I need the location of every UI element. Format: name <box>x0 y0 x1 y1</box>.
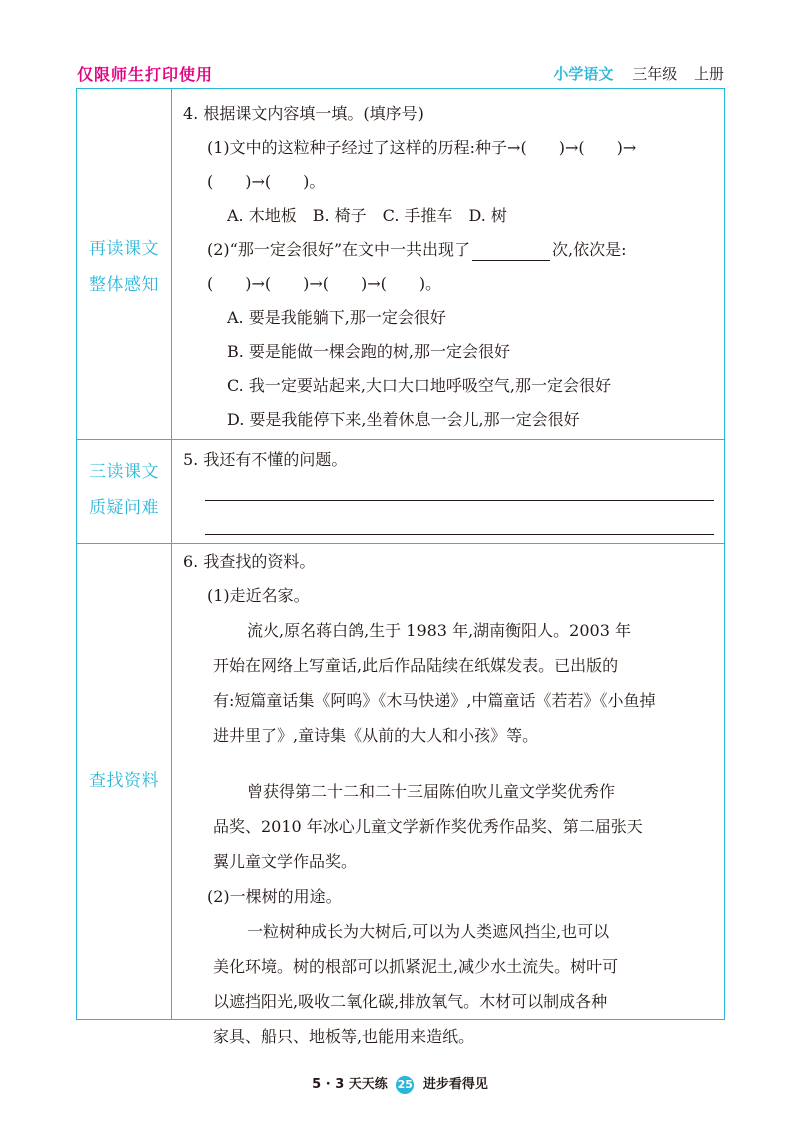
print-notice: 仅限师生打印使用 <box>77 65 214 84</box>
para-line: 进井里了》,童诗集《从前的大人和小孩》等。 <box>213 726 539 745</box>
answer-line[interactable] <box>205 534 714 535</box>
grade-label: 三年级 <box>632 65 678 83</box>
section-label-reread: 再读课文 整体感知 <box>89 239 159 295</box>
para-line: 家具、船只、地板等,也能用来造纸。 <box>213 1027 475 1046</box>
book-info <box>553 63 724 84</box>
q6-title: 6. 我查找的资料。 <box>183 552 316 571</box>
section-label-questions: 三读课文 质疑问难 <box>89 462 159 518</box>
content-area <box>171 89 724 1046</box>
para-line: 曾获得第二十二和二十三届陈伯吹儿童文学奖优秀作 <box>247 782 616 801</box>
q4-title: 4. 根据课文内容填一填。(填序号) <box>183 104 424 123</box>
q4-option-a: A. 要是我能躺下,那一定会很好 <box>227 308 446 327</box>
q6-sub2: (2)一棵树的用途。 <box>207 887 342 906</box>
para-line: 翼儿童文学作品奖。 <box>213 852 358 871</box>
q4-part1-line2: ( )→( )。 <box>207 172 326 191</box>
worksheet-table <box>76 88 725 1046</box>
page-number: 25 <box>396 1076 414 1094</box>
para-line: 以遮挡阳光,吸收二氧化碳,排放氧气。木材可以制成各种 <box>213 992 608 1011</box>
q4-option-b: B. 要是能做一棵会跑的树,那一定会很好 <box>227 342 511 361</box>
para-line: 有:短篇童话集《阿呜》《木马快递》,中篇童话《若若》《小鱼掉 <box>213 691 656 710</box>
volume-label: 上册 <box>693 65 724 83</box>
q6-sub1: (1)走近名家。 <box>207 586 310 605</box>
subject-label: 小学语文 <box>553 65 614 83</box>
answer-line[interactable] <box>205 500 714 501</box>
para-line: 流火,原名蒋白鸽,生于 1983 年,湖南衡阳人。2003 年 <box>247 621 631 640</box>
section-label-research: 查找资料 <box>89 771 159 791</box>
footer-brand: 5 · 3 天天练 <box>312 1077 388 1092</box>
para-line: 品奖、2010 年冰心儿童文学新作奖优秀作品奖、第二届张天 <box>213 817 643 836</box>
q4-part2-line2: ( )→( )→( )→( )。 <box>207 274 442 293</box>
q4-option-d: D. 要是我能停下来,坐着休息一会儿,那一定会很好 <box>227 410 580 429</box>
page-footer <box>0 1073 800 1094</box>
q4-part1-options: A. 木地板 B. 椅子 C. 手推车 D. 树 <box>227 206 507 225</box>
q4-option-c: C. 我一定要站起来,大口大口地呼吸空气,那一定会很好 <box>227 376 612 395</box>
para-line: 开始在网络上写童话,此后作品陆续在纸媒发表。已出版的 <box>213 656 619 675</box>
section-label-column <box>77 89 172 1019</box>
q5-title: 5. 我还有不懂的问题。 <box>183 450 348 469</box>
footer-slogan: 进步看得见 <box>422 1077 488 1092</box>
q4-part1-line1: (1)文中的这粒种子经过了这样的历程:种子→( )→( )→ <box>207 138 637 157</box>
para-line: 美化环境。树的根部可以抓紧泥土,减少水土流失。树叶可 <box>213 957 619 976</box>
count-answer-blank[interactable] <box>472 242 550 261</box>
q4-part2-line1: (2)“那一定会很好”在文中一共出现了 次,依次是: <box>207 240 627 259</box>
para-line: 一粒树种成长为大树后,可以为人类遮风挡尘,也可以 <box>247 922 610 941</box>
